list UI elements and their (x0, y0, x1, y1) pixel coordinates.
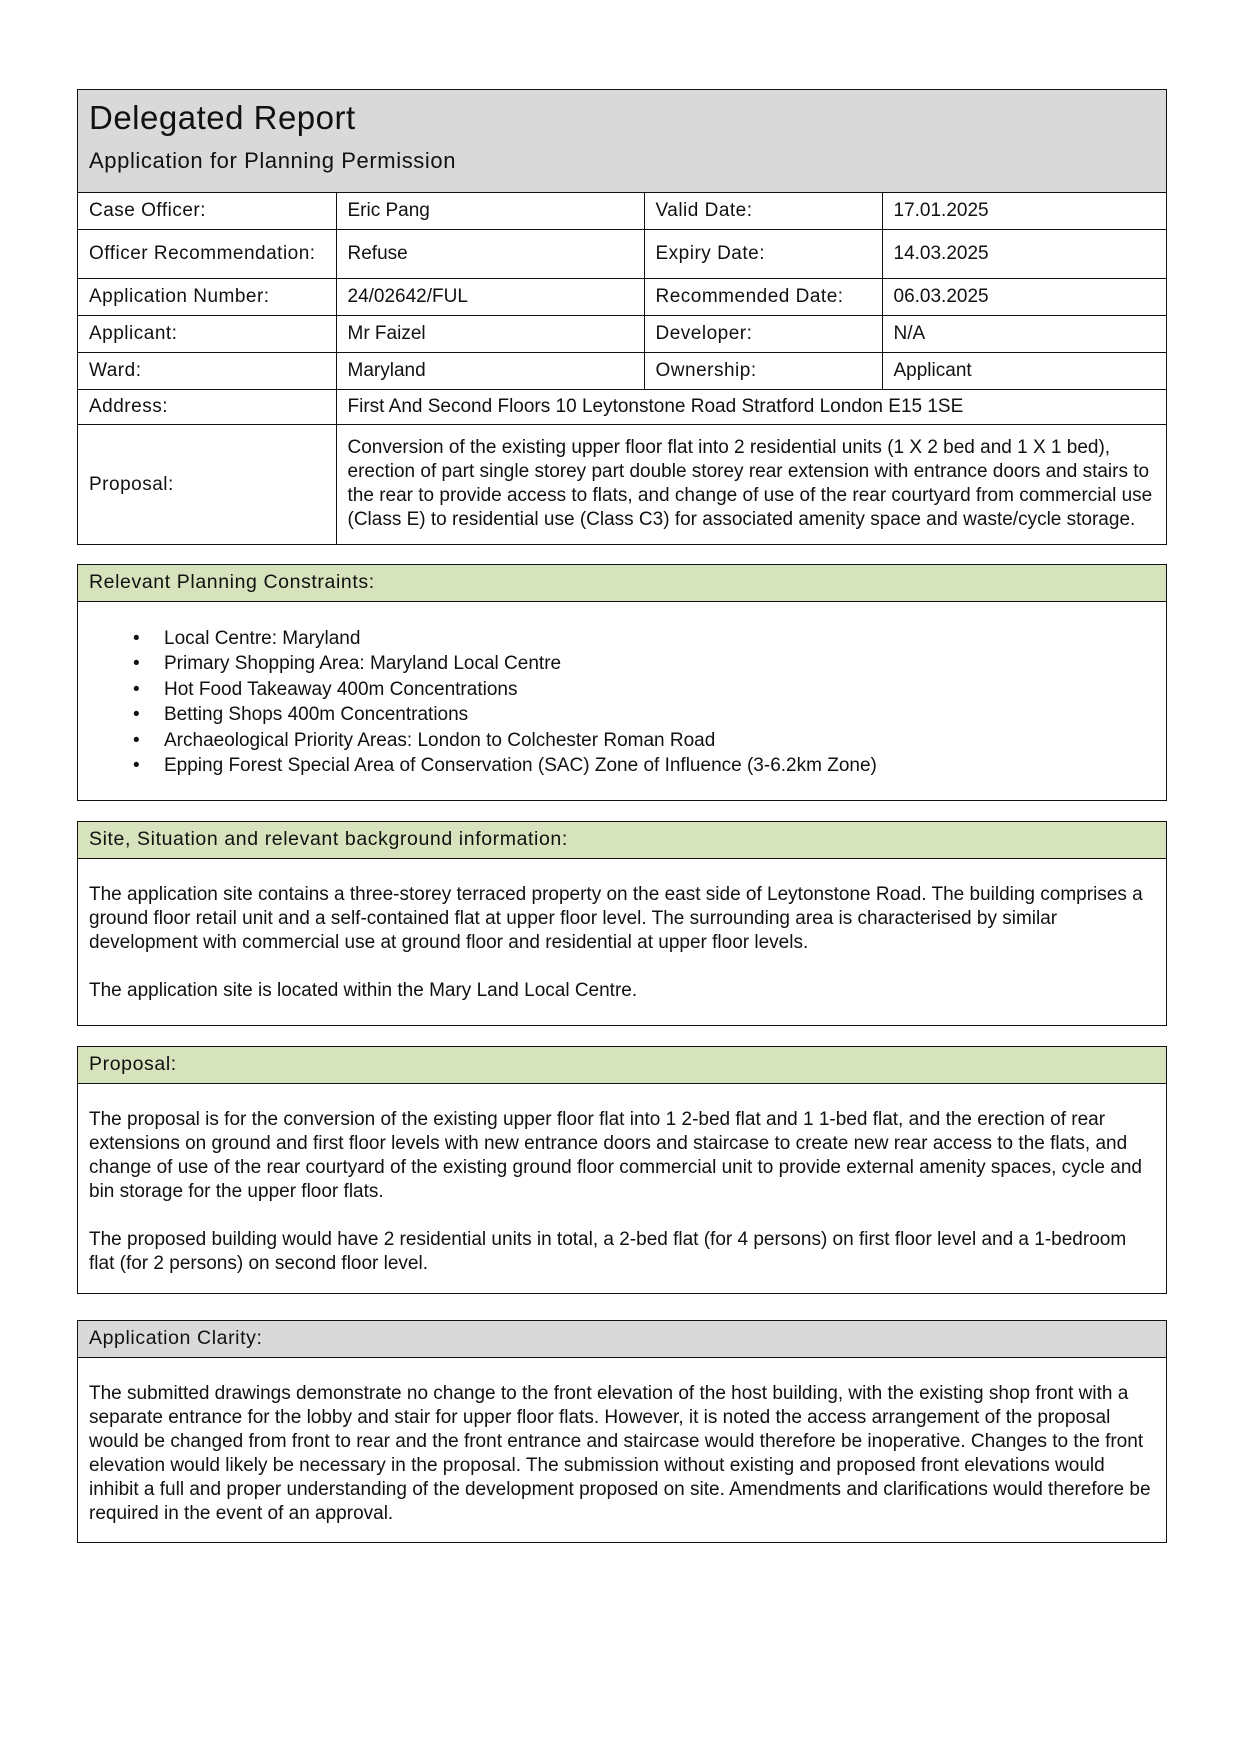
table-row (78, 193, 1166, 229)
field-value: 06.03.2025 (882, 278, 1166, 315)
field-value: 24/02642/FUL (336, 278, 644, 315)
paragraph: The submitted drawings demonstrate no change to the front elevation of the host building, with the existing shop front with a separate entrance for the lobby and stair for upper floor flats. However, it is noted the access arrangement of the proposal would be changed from front to rear and the front entrance and staircase would therefore be inoperative. Changes to the front elevation would likely be necessary in the proposal. The submission without existing and proposed front elevations would inhibit a full and proper understanding of the development proposed on site. Amendments and clarifications would therefore be required in the event of an approval. (89, 1383, 1151, 1524)
address-label: Address: (78, 389, 336, 424)
table-row (78, 352, 1166, 389)
page-subtitle: Application for Planning Permission (89, 148, 457, 173)
page-title: Delegated Report (89, 99, 356, 136)
field-label: Applicant: (78, 315, 336, 352)
list-item (133, 728, 1166, 753)
field-label: Developer: (644, 315, 882, 352)
constraints-list (78, 602, 1166, 778)
clarity-section (77, 1320, 1167, 1543)
address-value: First And Second Floors 10 Leytonstone Road Stratford London E15 1SE (336, 389, 1166, 424)
field-label: Expiry Date: (644, 229, 882, 278)
details-table (78, 193, 1166, 544)
proposal-label: Proposal: (78, 424, 336, 544)
list-item (133, 626, 1166, 651)
paragraph: The proposed building would have 2 residential units in total, a 2-bed flat (for 4 persons) on first floor level and a 1-bedroom flat (for 2 persons) on second floor level. (89, 1229, 1127, 1274)
bullet-icon: • (133, 653, 140, 675)
field-value: Maryland (336, 352, 644, 389)
report-header (78, 90, 1166, 193)
field-label: Application Number: (78, 278, 336, 315)
list-item (133, 651, 1166, 676)
bullet-icon: • (133, 729, 140, 751)
bullet-icon: • (133, 755, 140, 777)
list-item-text: Epping Forest Special Area of Conservation (SAC) Zone of Influence (3-6.2km Zone) (164, 755, 877, 777)
field-label: Ward: (78, 352, 336, 389)
field-value: 14.03.2025 (882, 229, 1166, 278)
list-item-text: Local Centre: Maryland (164, 628, 361, 649)
field-value: Mr Faizel (336, 315, 644, 352)
field-value: N/A (882, 315, 1166, 352)
field-label: Officer Recommendation: (78, 229, 336, 278)
list-item (133, 677, 1166, 702)
table-row (78, 389, 1166, 424)
field-value: Eric Pang (336, 193, 644, 229)
list-item-text: Archaeological Priority Areas: London to Colchester Roman Road (164, 729, 716, 751)
table-row (78, 278, 1166, 315)
section-heading: Proposal: (78, 1047, 1166, 1084)
paragraph: The application site is located within the Mary Land Local Centre. (89, 980, 638, 1001)
section-heading: Relevant Planning Constraints: (78, 565, 1166, 602)
list-item-text: Hot Food Takeaway 400m Concentrations (164, 678, 518, 700)
summary-table (77, 89, 1167, 545)
paragraph: The proposal is for the conversion of the existing upper floor flat into 1 2-bed flat and 1 1-bed flat, and the erection of rear extensions on ground and first floor levels with new entrance doors and staircase to create new rear access to the flats, and change of use of the rear courtyard of the existing ground floor commercial unit to provide external amenity spaces, cycle and bin storage for the upper floor flats. (89, 1109, 1142, 1202)
section-heading: Application Clarity: (78, 1321, 1166, 1358)
list-item (133, 753, 1166, 778)
field-label: Case Officer: (78, 193, 336, 229)
bullet-icon: • (133, 628, 140, 649)
list-item (133, 702, 1166, 727)
bullet-icon: • (133, 678, 140, 700)
table-row (78, 424, 1166, 544)
list-item-text: Primary Shopping Area: Maryland Local Centre (164, 653, 562, 675)
site-section (77, 821, 1167, 1026)
proposal-value: Conversion of the existing upper floor flat into 2 residential units (1 X 2 bed and 1 X 1 bed), erection of part single storey part double storey rear extension with entrance doors and stairs to the rear to provide access to flats, and change of use of the rear courtyard from commercial use (Class E) to residential use (Class C3) for associated amenity space and waste/cycle storage. (336, 424, 1166, 544)
paragraph: The application site contains a three-storey terraced property on the east side of Leytonstone Road. The building comprises a ground floor retail unit and a self-contained flat at upper floor level. The surrounding area is characterised by similar development with commercial use at ground floor and residential at upper floor levels. (89, 884, 1143, 953)
table-row (78, 229, 1166, 278)
field-value: Refuse (336, 229, 644, 278)
field-label: Ownership: (644, 352, 882, 389)
constraints-section (77, 564, 1167, 801)
list-item-text: Betting Shops 400m Concentrations (164, 704, 469, 726)
proposal-section (77, 1046, 1167, 1294)
field-value: 17.01.2025 (882, 193, 1166, 229)
field-label: Recommended Date: (644, 278, 882, 315)
field-value: Applicant (882, 352, 1166, 389)
bullet-icon: • (133, 704, 140, 726)
field-label: Valid Date: (644, 193, 882, 229)
table-row (78, 315, 1166, 352)
section-heading: Site, Situation and relevant background information: (78, 822, 1166, 859)
